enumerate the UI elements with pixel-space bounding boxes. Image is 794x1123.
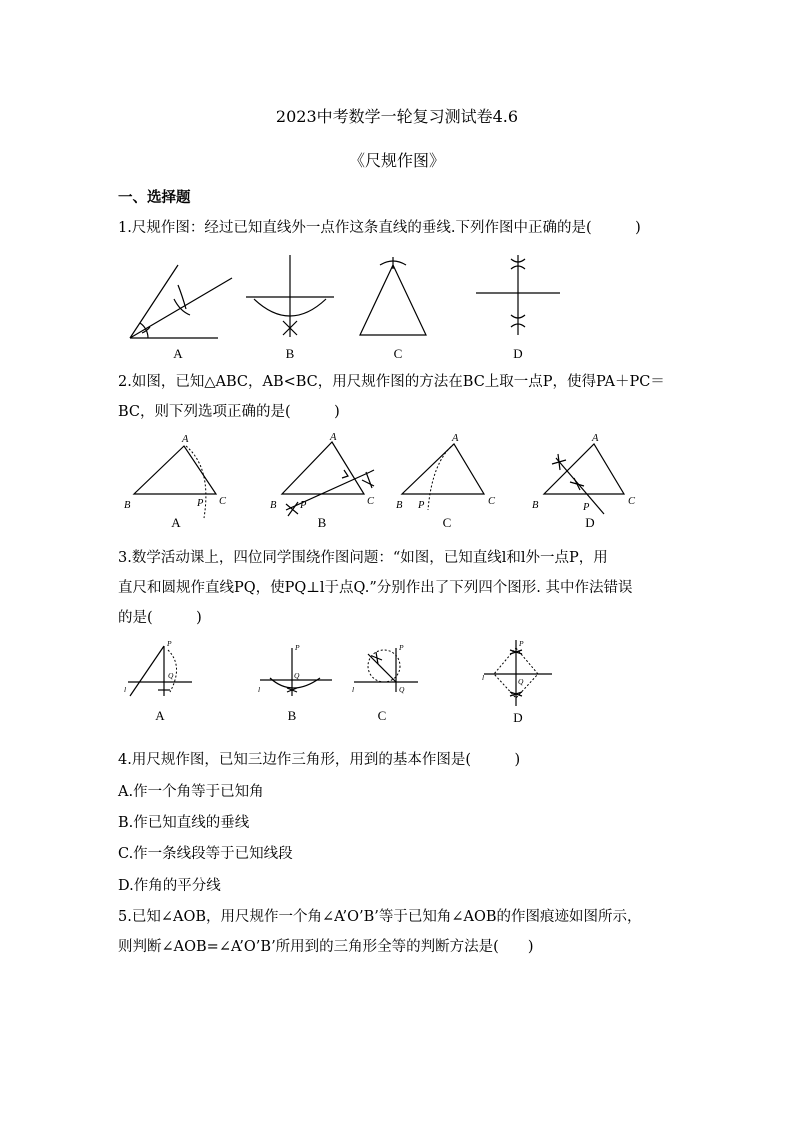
q3-figure-a — [124, 639, 192, 723]
question-5-line-2: 则判断∠AOB=∠A’O’B’所用到的三角形全等的判断方法是( ) — [118, 939, 534, 955]
svg-text:Q: Q — [168, 671, 174, 680]
question-1-stem: 1.尺规作图：经过已知直线外一点作这条直线的垂线.下列作图中正确的是( ) — [118, 220, 641, 236]
q1-option-d-label: D — [513, 346, 523, 361]
svg-text:P: P — [167, 639, 172, 648]
q2-option-d-label: D — [585, 515, 595, 530]
svg-text:Q: Q — [518, 677, 524, 686]
svg-text:P: P — [583, 502, 590, 513]
section-heading: 一、选择题 — [118, 190, 191, 206]
svg-text:B: B — [396, 500, 403, 511]
q2-figure-a — [124, 434, 227, 530]
q3-figure-b — [258, 643, 332, 723]
question-2-figures — [120, 428, 640, 533]
q1-figure-c — [360, 257, 426, 361]
q3-option-a-label: A — [155, 708, 165, 723]
svg-text:A: A — [182, 434, 189, 445]
q3-figure-d — [482, 639, 552, 725]
svg-text:P: P — [295, 643, 300, 652]
q1-figure-b — [246, 255, 334, 361]
question-5-line-1: 5.已知∠AOB，用尺规作一个角∠A’O’B’等于已知角∠AOB的作图痕迹如图所示， — [118, 909, 642, 925]
q3-option-b-label: B — [287, 708, 297, 723]
q1-figure-d — [476, 255, 560, 361]
svg-text:B: B — [270, 500, 277, 511]
question-3-line-2: 直尺和圆规作直线PQ，使PQ⊥l于点Q.”分别作出了下列四个图形. 其中作法错误 — [118, 580, 633, 596]
page-subtitle: 《尺规作图》 — [348, 151, 445, 170]
q2-figure-d — [532, 433, 636, 530]
svg-text:P: P — [418, 500, 425, 511]
question-2-line-2: BC，则下列选项正确的是( ) — [118, 404, 340, 420]
question-3-figures — [120, 636, 590, 731]
svg-text:A: A — [330, 432, 337, 443]
q2-option-b-label: B — [317, 515, 327, 530]
svg-text:P: P — [300, 500, 307, 511]
svg-text:P: P — [519, 639, 524, 648]
svg-text:P: P — [197, 498, 204, 509]
q2-figure-c — [396, 433, 496, 530]
q1-option-b-label: B — [285, 346, 295, 361]
q2-option-c-label: C — [442, 515, 452, 530]
svg-text:l: l — [124, 685, 127, 694]
q3-figure-c — [352, 643, 418, 723]
svg-text:P: P — [399, 643, 404, 652]
svg-text:C: C — [219, 496, 227, 507]
svg-text:C: C — [367, 496, 375, 507]
q2-option-a-label: A — [171, 515, 181, 530]
question-3-line-3: 的是( ) — [118, 610, 202, 626]
question-1-figures — [120, 255, 590, 365]
svg-text:B: B — [124, 500, 131, 511]
question-4-choice-c: C.作一条线段等于已知线段 — [118, 846, 293, 862]
svg-text:l: l — [352, 685, 355, 694]
question-3-line-1: 3.数学活动课上，四位同学围绕作图问题：“如图，已知直线l和l外一点P，用 — [118, 550, 608, 566]
svg-text:A: A — [452, 433, 459, 444]
page-title: 2023中考数学一轮复习测试卷4.6 — [275, 107, 519, 126]
question-4-choice-b: B.作已知直线的垂线 — [118, 815, 250, 831]
svg-text:l: l — [482, 673, 485, 682]
svg-text:l: l — [258, 685, 261, 694]
svg-text:A: A — [592, 433, 599, 444]
question-4-stem: 4.用尺规作图，已知三边作三角形，用到的基本作图是( ) — [118, 752, 521, 768]
q1-option-a-label: A — [173, 346, 183, 361]
svg-text:B: B — [532, 500, 539, 511]
q1-figure-a — [130, 265, 232, 361]
svg-text:C: C — [488, 496, 496, 507]
q2-figure-b — [270, 432, 375, 530]
svg-text:Q: Q — [294, 671, 300, 680]
q3-option-c-label: C — [377, 708, 387, 723]
q1-option-c-label: C — [393, 346, 403, 361]
svg-text:C: C — [628, 496, 636, 507]
q3-option-d-label: D — [513, 710, 523, 725]
svg-text:Q: Q — [399, 685, 405, 694]
question-4-choice-a: A.作一个角等于已知角 — [118, 784, 264, 800]
question-4-choice-d: D.作角的平分线 — [118, 878, 221, 894]
question-2-line-1: 2.如图，已知△ABC，AB<BC，用尺规作图的方法在BC上取一点P，使得PA＋PC＝ — [118, 374, 665, 390]
